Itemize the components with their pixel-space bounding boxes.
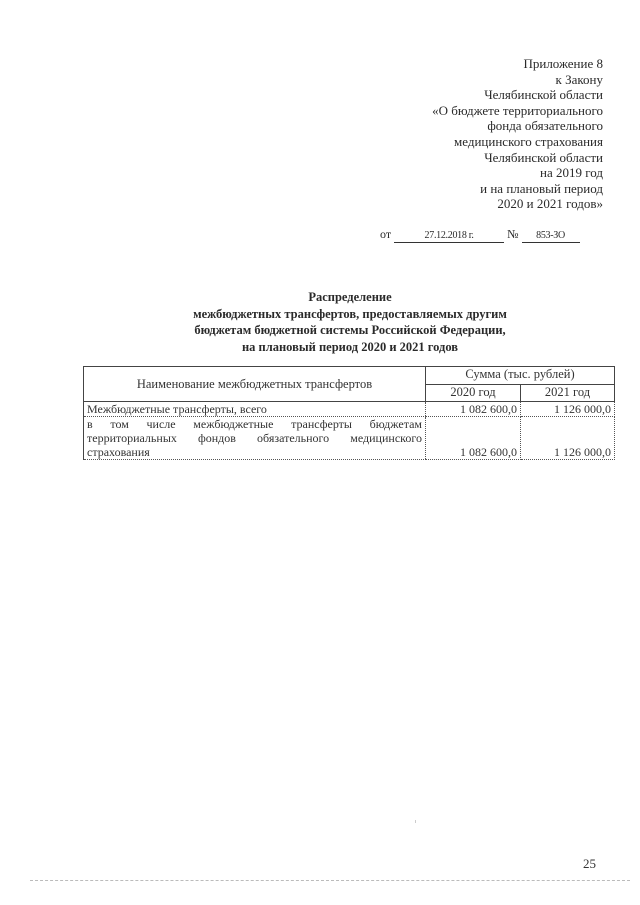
annex-line: Приложение 8 <box>523 56 603 71</box>
annex-line: фонда обязательного <box>487 118 603 134</box>
year-2020-header: 2020 год <box>426 385 521 402</box>
law-date-number <box>380 227 580 243</box>
scan-speck <box>415 820 416 823</box>
row-label: в том числе межбюджетные трансферты бюджетам территориальных фондов обязательного медицинского страхования <box>84 417 426 460</box>
annex-line: 2020 и 2021 годов» <box>497 196 603 212</box>
value-2021: 1 126 000,0 <box>521 402 615 417</box>
title-line: на плановый период 2020 и 2021 годов <box>241 339 459 354</box>
page-number: 25 <box>583 856 596 871</box>
annex-line: «О бюджете территориального <box>432 102 603 118</box>
number-label: № <box>507 227 519 241</box>
row-label: Межбюджетные трансферты, всего <box>84 402 426 417</box>
year-2021-header: 2021 год <box>521 385 615 402</box>
table-row <box>84 417 615 460</box>
title-line: межбюджетных трансфертов, предоставляемых другим <box>193 306 507 321</box>
value-2020: 1 082 600,0 <box>426 402 521 417</box>
document-title <box>150 289 550 355</box>
transfers-table <box>83 366 615 460</box>
law-number: 853-ЗО <box>522 230 580 243</box>
value-2020: 1 082 600,0 <box>426 417 521 460</box>
law-date: 27.12.2018 г. <box>394 230 504 243</box>
value-2021: 1 126 000,0 <box>521 417 615 460</box>
annex-line: и на плановый период <box>480 180 603 196</box>
annex-line: медицинского страхования <box>454 133 603 149</box>
from-label: от <box>380 227 392 241</box>
table-row <box>84 402 615 417</box>
sum-column-header: Сумма (тыс. рублей) <box>426 367 615 385</box>
annex-line: Челябинской области <box>484 149 603 165</box>
title-line: бюджетам бюджетной системы Российской Федерации, <box>194 323 506 337</box>
annex-line: к Закону <box>555 71 603 87</box>
law-annex-header <box>303 56 603 212</box>
footer-divider <box>30 880 630 881</box>
title-line: Распределение <box>308 290 392 304</box>
annex-line: на 2019 год <box>540 165 603 181</box>
annex-line: Челябинской области <box>484 87 603 103</box>
name-column-header: Наименование межбюджетных трансфертов <box>84 367 426 402</box>
